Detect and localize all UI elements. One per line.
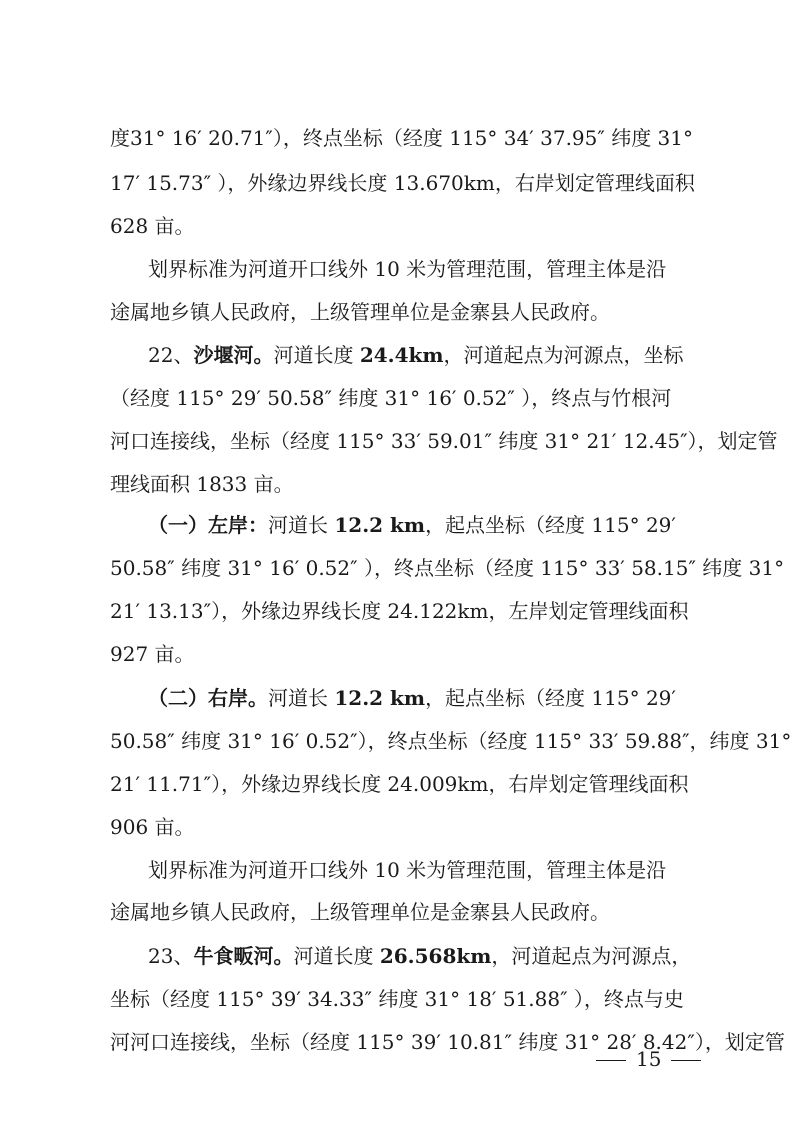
text-segment: 河道长 bbox=[268, 686, 335, 710]
paragraph-line: 628 亩。 bbox=[110, 214, 195, 238]
subsection-heading-line bbox=[148, 685, 690, 711]
section-heading-line bbox=[148, 342, 690, 368]
paragraph-line: 50.58″ 纬度 31° 16′ 0.52″ ），终点坐标（经度 115° 33′ 58.15″ 纬度 31° bbox=[110, 556, 785, 580]
river-length: 24.4km bbox=[359, 343, 444, 367]
dash-decoration bbox=[596, 1060, 626, 1061]
text-segment: ，河道起点为河源点，坐标 bbox=[443, 343, 684, 367]
paragraph-line: 途属地乡镇人民政府，上级管理单位是金寨县人民政府。 bbox=[110, 900, 610, 924]
text-segment: 河道长度 bbox=[293, 944, 380, 968]
bank-length: 12.2 km bbox=[334, 513, 426, 537]
section-heading-line bbox=[148, 943, 690, 969]
text-segment: ，起点坐标（经度 115° 29′ bbox=[425, 686, 676, 710]
section-number: 22、 bbox=[148, 343, 194, 367]
paragraph-line: 927 亩。 bbox=[110, 642, 195, 666]
river-name: 牛食畈河。 bbox=[193, 944, 294, 968]
paragraph-line: 划界标准为河道开口线外 10 米为管理范围，管理主体是沿 bbox=[148, 257, 667, 281]
page-number-value: 15 bbox=[636, 1047, 662, 1071]
paragraph-line: 坐标（经度 115° 39′ 34.33″ 纬度 31° 18′ 51.88″ ），终点与史 bbox=[110, 987, 684, 1011]
paragraph-line: 理线面积 1833 亩。 bbox=[110, 472, 294, 496]
bank-label: （一）左岸： bbox=[148, 513, 268, 537]
dash-decoration bbox=[671, 1060, 701, 1061]
paragraph-line: 河河口连接线，坐标（经度 115° 39′ 10.81″ 纬度 31° 28′ 8.42″），划定管 bbox=[110, 1030, 785, 1054]
paragraph-line: 906 亩。 bbox=[110, 815, 195, 839]
paragraph-line: 途属地乡镇人民政府，上级管理单位是金寨县人民政府。 bbox=[110, 300, 610, 324]
paragraph-line: 划界标准为河道开口线外 10 米为管理范围，管理主体是沿 bbox=[148, 858, 667, 882]
text-segment: 河道长度 bbox=[273, 343, 360, 367]
page-number bbox=[596, 1046, 701, 1072]
subsection-heading-line bbox=[148, 512, 690, 538]
paragraph-line: 21′ 13.13″），外缘边界线长度 24.122km，左岸划定管理线面积 bbox=[110, 599, 689, 623]
paragraph-line: 50.58″ 纬度 31° 16′ 0.52″），终点坐标（经度 115° 33′ 59.88″，纬度 31° bbox=[110, 729, 792, 753]
text-segment: ，起点坐标（经度 115° 29′ bbox=[425, 513, 676, 537]
paragraph-line: （经度 115° 29′ 50.58″ 纬度 31° 16′ 0.52″ ），终点与竹根河 bbox=[110, 386, 672, 410]
bank-label: （二）右岸。 bbox=[148, 686, 268, 710]
river-length: 26.568km bbox=[379, 944, 492, 968]
paragraph-line: 河口连接线，坐标（经度 115° 33′ 59.01″ 纬度 31° 21′ 12.45″），划定管 bbox=[110, 429, 778, 453]
paragraph-line: 度31° 16′ 20.71″），终点坐标（经度 115° 34′ 37.95″ 纬度 31° bbox=[110, 126, 694, 150]
section-number: 23、 bbox=[148, 944, 194, 968]
text-segment: ，河道起点为河源点， bbox=[491, 944, 692, 968]
paragraph-line: 17′ 15.73″ ），外缘边界线长度 13.670km，右岸划定管理线面积 bbox=[110, 171, 695, 195]
river-name: 沙堰河。 bbox=[193, 343, 274, 367]
text-segment: 河道长 bbox=[268, 513, 335, 537]
bank-length: 12.2 km bbox=[334, 686, 426, 710]
paragraph-line: 21′ 11.71″），外缘边界线长度 24.009km，右岸划定管理线面积 bbox=[110, 772, 689, 796]
